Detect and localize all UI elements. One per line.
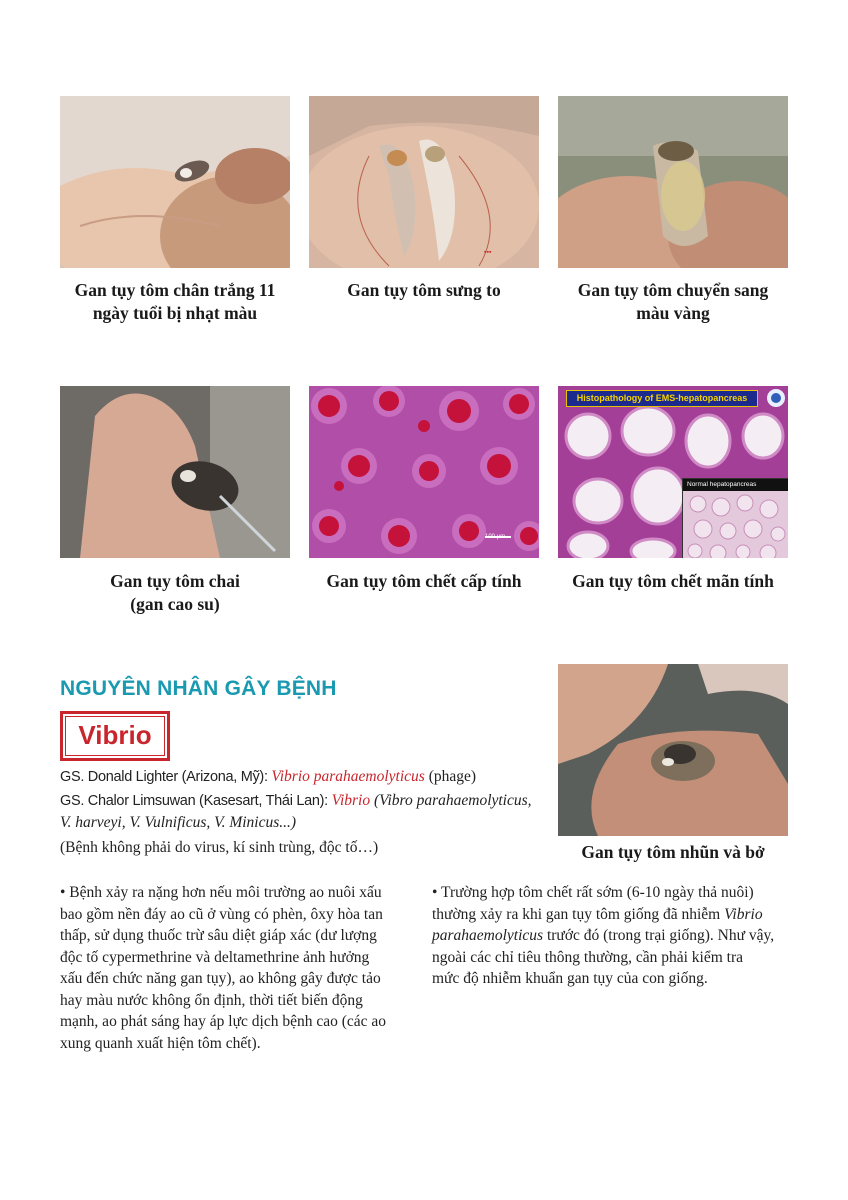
scale-bar-label: 100 µm: [485, 534, 506, 540]
text-run: thường xảy ra khi gan tụy tôm giống đã nhiễm: [432, 905, 725, 923]
paragraph-line: xấu đến chức năng gan tụy), ao không gây được tảo: [60, 970, 381, 987]
inset-label: Normal hepatopancreas: [683, 479, 788, 491]
caption-line: màu vàng: [636, 303, 710, 323]
chalor-prefix: GS. Chalor Limsuwan (Kasesart, Thái Lan):: [60, 793, 332, 809]
text-run-italic: Vibrio: [724, 905, 763, 923]
caption-line: ngày tuổi bị nhạt màu: [92, 303, 258, 323]
paragraph-line: độc tố cypermethrine và deltamethrine ảnh hưởng: [60, 948, 370, 966]
caption-line: Gan tụy tôm chuyển sang: [577, 280, 769, 300]
section-title: NGUYÊN NHÂN GÂY BỆNH: [60, 677, 337, 700]
histology-banner: Histopathology of EMS-hepatopancreas: [566, 390, 758, 407]
vibrio-label-box: [60, 711, 170, 761]
paragraph-line: xung quanh xuất hiện tôm chết).: [60, 1034, 261, 1052]
caption-yellow-hepatopancreas: [543, 279, 803, 325]
cause-note: (Bệnh không phải do virus, kí sinh trùng, độc tố…): [60, 839, 379, 856]
paragraph-line: ngoài các chỉ tiêu thông thường, cần phải kiểm tra: [432, 948, 743, 966]
photo-chronic-histology: [558, 386, 788, 558]
caption-line: Gan tụy tôm chết mãn tính: [572, 571, 774, 591]
photo-soft-hepatopancreas: [558, 664, 788, 836]
caption-line: Gan tụy tôm sưng to: [347, 280, 501, 300]
paragraph-line: thấp, sử dụng thuốc trừ sâu diệt giáp xác (dư lượng: [60, 927, 377, 944]
chalor-list-cont: V. harveyi, V. Vulnificus, V. Minicus...): [60, 814, 297, 831]
paragraph-line: • Trường hợp tôm chết rất sớm (6-10 ngày thả nuôi): [432, 884, 754, 901]
caption-soft-hepatopancreas: [543, 841, 803, 864]
caption-line: Gan tụy tôm chai: [110, 571, 240, 591]
chalor-line: [60, 790, 532, 812]
photo-yellow-hepatopancreas: [558, 96, 788, 268]
text-run-italic: parahaemolyticus: [432, 927, 544, 944]
caption-chronic-death: [543, 570, 803, 593]
caption-line: (gan cao su): [130, 594, 220, 614]
paragraph-environment: [60, 882, 422, 1054]
paragraph-line: mức độ nhiễm khuẩn gan tụy của con giống.: [432, 970, 708, 987]
photo-acute-histology: [309, 386, 539, 558]
photo-hardened-hepatopancreas: [60, 386, 290, 558]
caption-hardened-hepatopancreas: [45, 570, 305, 616]
chalor-list: (Vibro parahaemolyticus,: [370, 792, 532, 809]
paragraph-early-death: [432, 882, 792, 990]
paragraph-line: [432, 904, 792, 926]
paragraph-line: • Bệnh xảy ra nặng hơn nếu môi trường ao nuôi xấu: [60, 884, 382, 901]
photo-pale-hepatopancreas: [60, 96, 290, 268]
paragraph-line: hay màu nước không ổn định, thời tiết biến động: [60, 991, 363, 1009]
normal-hepatopancreas-inset: [682, 478, 788, 558]
paragraph-line: [432, 925, 792, 947]
chalor-species: Vibrio: [331, 792, 371, 809]
photo-swollen-hepatopancreas: [309, 96, 539, 268]
caption-line: Gan tụy tôm nhũn và bở: [581, 842, 765, 862]
vibrio-label: Vibrio: [78, 720, 152, 750]
chalor-line-2: [60, 812, 296, 834]
lighter-line: [60, 766, 476, 788]
caption-swollen-hepatopancreas: [294, 279, 554, 302]
lighter-prefix: GS. Donald Lighter (Arizona, Mỹ):: [60, 769, 272, 785]
lighter-suffix: (phage): [424, 768, 477, 785]
paragraph-line: mạnh, ao phát sáng hay áp lực dịch bệnh cao (các ao: [60, 1013, 387, 1030]
lighter-species: Vibrio parahaemolyticus: [271, 768, 425, 785]
svg-text:▪▪▪: ▪▪▪: [484, 249, 492, 256]
text-run: trước đó (trong trại giống). Như vậy,: [543, 927, 775, 944]
caption-line: Gan tụy tôm chân trắng 11: [74, 280, 276, 300]
caption-line: Gan tụy tôm chết cấp tính: [326, 571, 522, 591]
caption-pale-hepatopancreas: [45, 279, 305, 325]
paragraph-line: bao gồm nền đáy ao cũ ở vùng có phèn, ôxy hòa tan: [60, 905, 383, 923]
caption-acute-death: [294, 570, 554, 593]
